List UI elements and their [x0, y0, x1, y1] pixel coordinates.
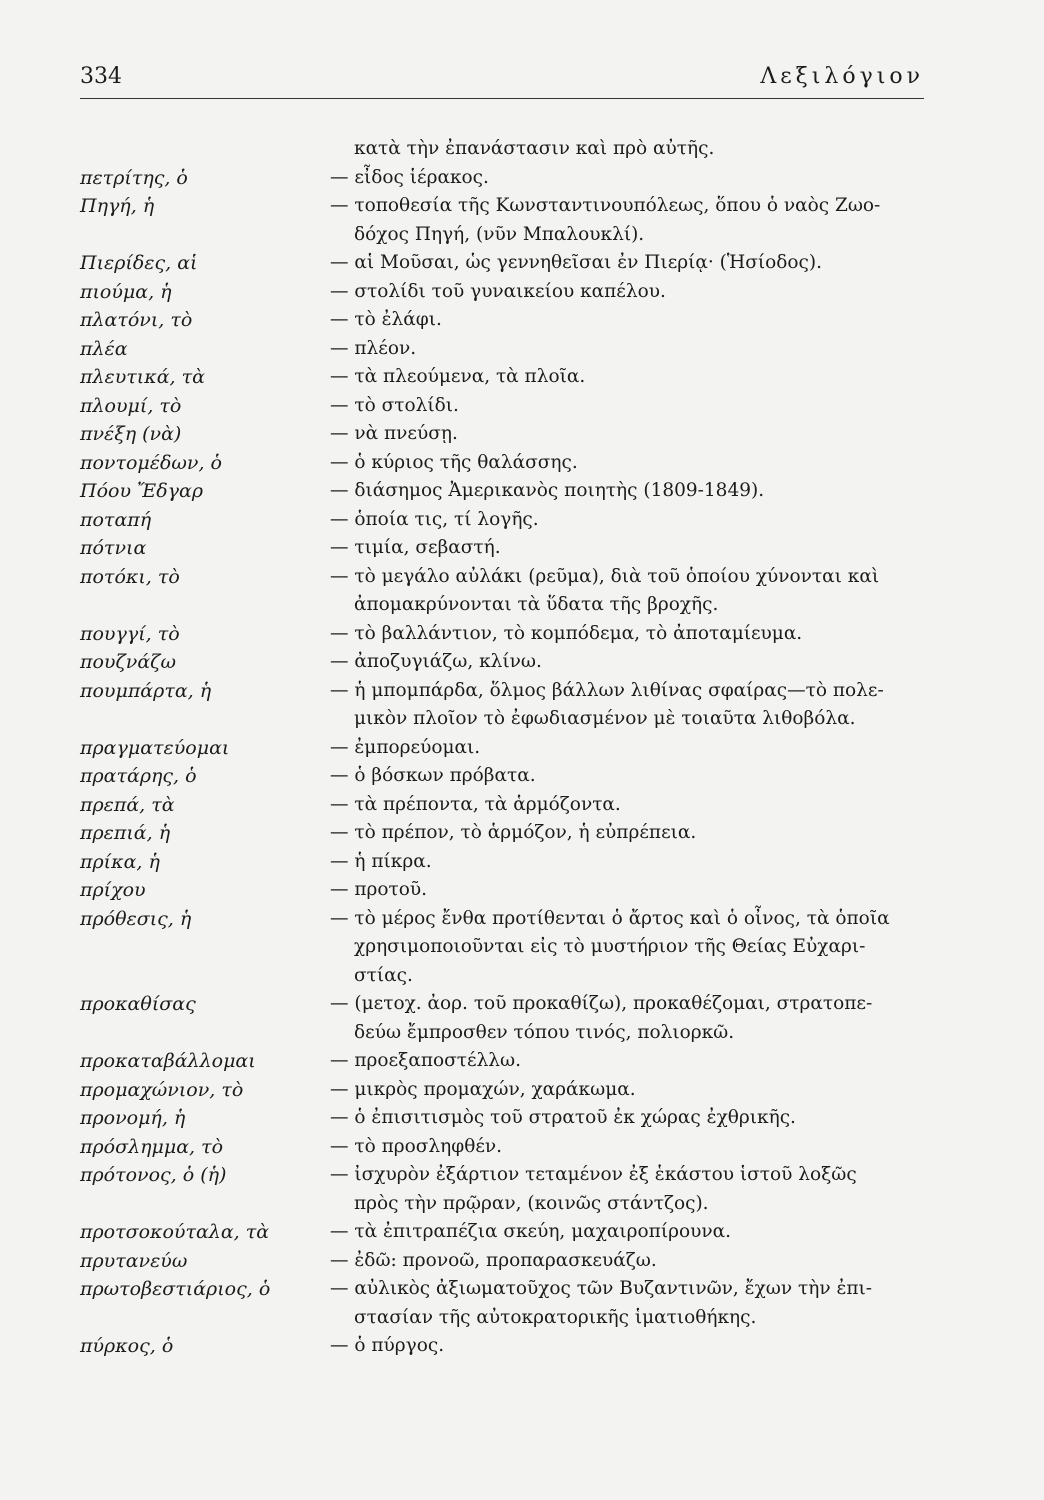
glossary-entry [80, 192, 950, 249]
entry-term: πρυτανεύω [80, 1249, 188, 1272]
entry-term: πρίχου [80, 879, 146, 901]
definition-line: — τιμία, σεβαστή. [330, 537, 501, 558]
definition-line: — διάσημος Ἀμερικανὸς ποιητὴς (1809-1849). [330, 480, 765, 501]
definition-line: — νὰ πνεύσῃ. [330, 423, 458, 444]
definition-line: — ὁ βόσκων πρόβατα. [330, 765, 536, 786]
entry-term: προκαθίσας [80, 993, 196, 1015]
definition-line: — ἰσχυρὸν ἐξάρτιον τεταμένον ἐξ ἑκάστου ἱστοῦ λοξῶς [330, 1164, 857, 1185]
entry-definition [330, 477, 945, 506]
glossary-entry [80, 1104, 950, 1133]
entry-term: πότνια [80, 537, 147, 559]
entry-definition [330, 1161, 945, 1218]
glossary-entry [80, 876, 950, 905]
glossary-entry [80, 1161, 950, 1218]
entry-definition [330, 449, 945, 478]
definition-line: — τὸ στολίδι. [330, 394, 459, 416]
definition-line: — τὸ μέρος ἔνθα προτίθενται ὁ ἄρτος καὶ ὁ οἶνος, τὰ ὁποῖα [330, 907, 890, 929]
glossary-entry [80, 363, 950, 392]
glossary-entry [80, 1247, 950, 1276]
definition-line: — τὸ βαλλάντιον, τὸ κομπόδεμα, τὸ ἀποταμίευμα. [330, 622, 803, 644]
glossary-entry [80, 1218, 950, 1247]
entry-definition [330, 335, 945, 364]
page-header [80, 62, 924, 96]
entry-definition [330, 1104, 945, 1133]
running-title: Λεξιλόγιον [760, 64, 924, 89]
entry-definition [330, 1275, 945, 1332]
definition-line: — ἡ πίκρα. [330, 850, 432, 872]
definition-line: στίας. [354, 964, 413, 986]
entry-definition [330, 306, 945, 335]
entry-term: πρότονος, ὁ (ἡ) [80, 1164, 227, 1186]
entry-definition [330, 648, 945, 677]
entry-term: πρατάρης, ὁ [80, 765, 197, 787]
glossary-entry [80, 534, 950, 563]
definition-line: — (μετοχ. ἀορ. τοῦ προκαθίζω), προκαθέζομαι, στρατοπε- [330, 993, 873, 1014]
definition-line: — τὸ πρέπον, τὸ ἁρμόζον, ἡ εὐπρέπεια. [330, 822, 697, 843]
definition-line: — ἡ μπομπάρδα, ὅλμος βάλλων λιθίνας σφαίρας—τὸ πολε- [330, 679, 884, 701]
glossary-list [80, 135, 950, 1361]
entry-term: Πηγή, ἡ [80, 195, 155, 217]
entry-definition [330, 135, 945, 164]
page-number: 334 [80, 64, 122, 89]
definition-line: χρησιμοποιοῦνται εἰς τὸ μυστήριον τῆς Θείας Εὐχαρι- [354, 936, 866, 957]
entry-term: προνομή, ἡ [80, 1107, 186, 1129]
definition-line: δόχος Πηγή, (νῦν Μπαλουκλί). [354, 223, 645, 245]
definition-line: — τὰ πλεούμενα, τὰ πλοῖα. [330, 366, 586, 387]
definition-line: — προεξαποστέλλω. [330, 1050, 521, 1071]
entry-term: ποντομέδων, ὁ [80, 451, 222, 474]
entry-definition [330, 848, 945, 877]
entry-term: ποτόκι, τὸ [80, 565, 180, 588]
entry-definition [330, 164, 945, 193]
entry-definition [330, 762, 945, 791]
definition-line: — ὁ ἐπισιτισμὸς τοῦ στρατοῦ ἐκ χώρας ἐχθρικῆς. [330, 1107, 796, 1128]
entry-definition [330, 1332, 945, 1361]
entry-term: πετρίτης, ὁ [80, 166, 188, 189]
entry-term: προκαταβάλλομαι [80, 1050, 256, 1072]
entry-definition [330, 905, 945, 991]
entry-definition [330, 677, 945, 734]
definition-line: — πλέον. [330, 337, 417, 359]
entry-definition [330, 1133, 945, 1162]
entry-term: πραγματεύομαι [80, 736, 230, 759]
glossary-entry [80, 1275, 950, 1332]
glossary-entry [80, 135, 950, 164]
definition-line: — ἀποζυγιάζω, κλίνω. [330, 651, 542, 672]
entry-definition [330, 734, 945, 763]
glossary-entry [80, 278, 950, 307]
glossary-entry [80, 677, 950, 734]
entry-definition [330, 534, 945, 563]
entry-term: πύρκος, ὁ [80, 1335, 174, 1357]
entry-term: ποταπή [80, 508, 152, 531]
definition-line: — ὁ πύργος. [330, 1335, 445, 1356]
entry-definition [330, 506, 945, 535]
entry-definition [330, 1218, 945, 1247]
entry-definition [330, 791, 945, 820]
definition-line: μικὸν πλοῖον τὸ ἐφωδιασμένον μὲ τοιαῦτα λιθοβόλα. [354, 708, 856, 729]
entry-term: πλατόνι, τὸ [80, 309, 193, 331]
entry-definition [330, 1247, 945, 1276]
definition-line: — προτοῦ. [330, 879, 428, 900]
definition-line: — αἱ Μοῦσαι, ὡς γεννηθεῖσαι ἐν Πιερίᾳ· (Ἡσίοδος). [330, 252, 822, 273]
glossary-entry [80, 905, 950, 991]
entry-definition [330, 249, 945, 278]
definition-line: ἀπομακρύνονται τὰ ὕδατα τῆς βροχῆς. [354, 594, 719, 615]
entry-definition [330, 192, 945, 249]
glossary-entry [80, 335, 950, 364]
glossary-entry [80, 306, 950, 335]
definition-line: — αὐλικὸς ἀξιωματοῦχος τῶν Βυζαντινῶν, ἔχων τὴν ἐπι- [330, 1278, 873, 1299]
entry-definition [330, 990, 945, 1047]
glossary-entry [80, 1047, 950, 1076]
glossary-entry [80, 734, 950, 763]
entry-term: πλέα [80, 337, 128, 360]
entry-term: πνέξη (νὰ) [80, 423, 182, 445]
definition-line: — ὁποία τις, τί λογῆς. [330, 508, 539, 530]
entry-term: πρόσλημμα, τὸ [80, 1135, 224, 1158]
entry-term: πρεπά, τὰ [80, 793, 175, 816]
definition-line: — τὰ πρέποντα, τὰ ἁρμόζοντα. [330, 793, 621, 815]
entry-definition [330, 620, 945, 649]
entry-term: πρεπιά, ἡ [80, 822, 171, 844]
entry-definition [330, 363, 945, 392]
glossary-entry [80, 1332, 950, 1361]
entry-definition [330, 278, 945, 307]
header-rule [80, 98, 924, 99]
entry-definition [330, 392, 945, 421]
glossary-entry [80, 791, 950, 820]
entry-term: πουγγί, τὸ [80, 622, 180, 645]
definition-line: — τὰ ἐπιτραπέζια σκεύη, μαχαιροπίρουνα. [330, 1221, 731, 1242]
entry-term: προτσοκούταλα, τὰ [80, 1221, 270, 1243]
entry-definition [330, 420, 945, 449]
glossary-entry [80, 648, 950, 677]
entry-term: πιούμα, ἡ [80, 280, 172, 303]
definition-line: — τοποθεσία τῆς Κωνσταντινουπόλεως, ὅπου ὁ ναὸς Ζωο- [330, 195, 881, 216]
definition-line: — ὁ κύριος τῆς θαλάσσης. [330, 451, 578, 473]
entry-definition [330, 563, 945, 620]
definition-line: δεύω ἔμπροσθεν τόπου τινός, πολιορκῶ. [354, 1021, 735, 1043]
glossary-entry [80, 506, 950, 535]
glossary-entry [80, 848, 950, 877]
entry-term: πρίκα, ἡ [80, 850, 160, 873]
glossary-entry [80, 819, 950, 848]
entry-term: προμαχώνιον, τὸ [80, 1078, 244, 1101]
entry-definition [330, 1076, 945, 1105]
definition-line: — τὸ προσληφθέν. [330, 1135, 503, 1157]
entry-term: πουμπάρτα, ἡ [80, 679, 212, 702]
glossary-entry [80, 620, 950, 649]
entry-term: πουζνάζω [80, 651, 176, 673]
definition-line: — στολίδι τοῦ γυναικείου καπέλου. [330, 280, 666, 302]
entry-definition [330, 876, 945, 905]
glossary-entry [80, 563, 950, 620]
entry-term: Πόου Ἔδγαρ [80, 480, 203, 502]
definition-line: — ἐδῶ: προνοῶ, προπαρασκευάζω. [330, 1249, 657, 1271]
entry-term: Πιερίδες, αἱ [80, 252, 198, 274]
definition-line: στασίαν τῆς αὐτοκρατορικῆς ἱματιοθήκης. [354, 1306, 757, 1328]
entry-definition [330, 1047, 945, 1076]
definition-line: — τὸ μεγάλο αὐλάκι (ρεῦμα), διὰ τοῦ ὁποίου χύνονται καὶ [330, 565, 880, 587]
definition-line: — μικρὸς προμαχών, χαράκωμα. [330, 1078, 636, 1100]
glossary-entry [80, 249, 950, 278]
entry-term: πρωτοβεστιάριος, ὁ [80, 1278, 271, 1300]
entry-term: πλουμί, τὸ [80, 394, 182, 417]
definition-line: πρὸς τὴν πρῷραν, (κοινῶς στάντζος). [354, 1192, 709, 1214]
entry-definition [330, 819, 945, 848]
glossary-entry [80, 164, 950, 193]
definition-line: — τὸ ἐλάφι. [330, 309, 442, 330]
glossary-entry [80, 1133, 950, 1162]
glossary-entry [80, 449, 950, 478]
definition-line: κατὰ τὴν ἐπανάστασιν καὶ πρὸ αὐτῆς. [354, 138, 715, 159]
definition-line: — εἶδος ἱέρακος. [330, 166, 489, 188]
glossary-entry [80, 477, 950, 506]
glossary-entry [80, 420, 950, 449]
glossary-entry [80, 762, 950, 791]
entry-term: πλευτικά, τὰ [80, 366, 205, 388]
entry-term: πρόθεσις, ἡ [80, 907, 192, 930]
glossary-entry [80, 392, 950, 421]
glossary-entry [80, 990, 950, 1047]
definition-line: — ἐμπορεύομαι. [330, 736, 481, 758]
glossary-entry [80, 1076, 950, 1105]
